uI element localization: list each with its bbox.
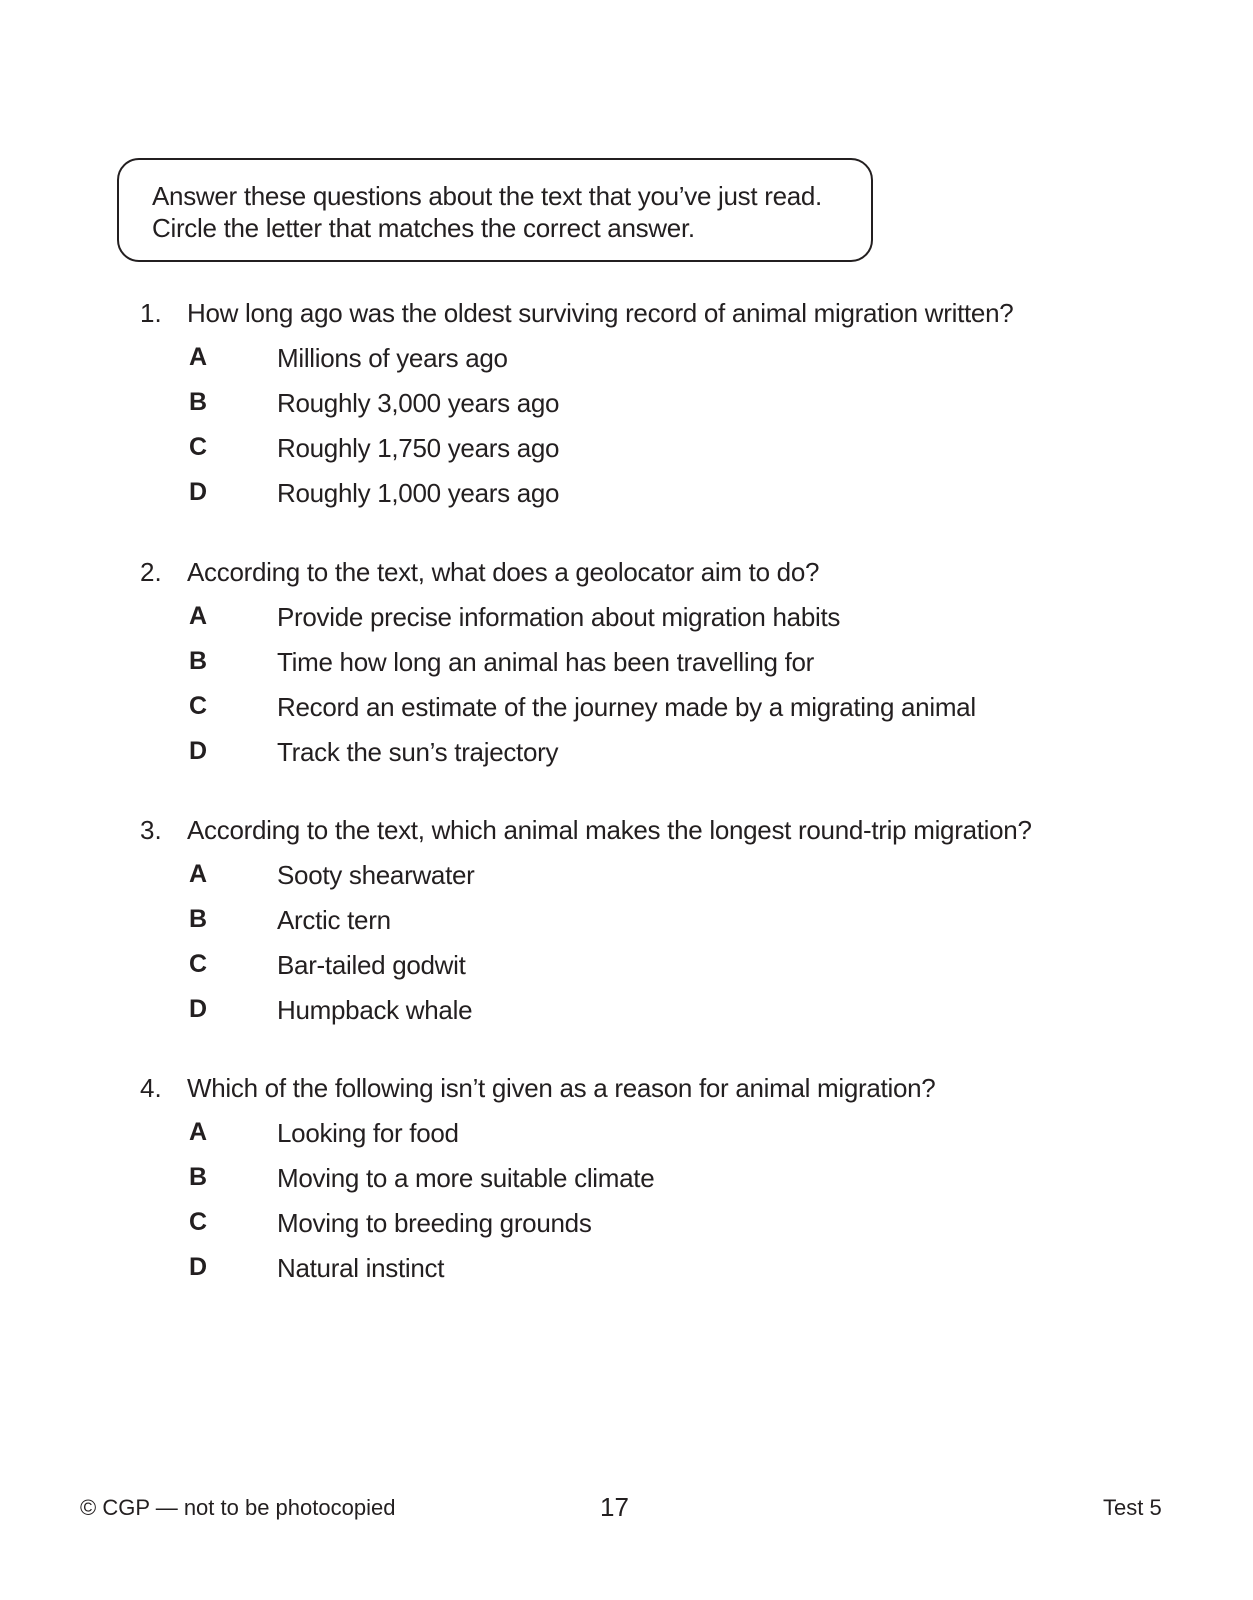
question-number: 4. bbox=[140, 1073, 162, 1103]
option-text: Record an estimate of the journey made by a migrating animal bbox=[277, 692, 976, 722]
option-letter[interactable]: B bbox=[189, 388, 208, 416]
question-number: 3. bbox=[140, 815, 162, 845]
instructions-line-2: Circle the letter that matches the correct answer. bbox=[152, 213, 695, 243]
option-letter[interactable]: D bbox=[189, 737, 208, 765]
option-letter[interactable]: A bbox=[189, 860, 208, 888]
instructions-line-1: Answer these questions about the text that you’ve just read. bbox=[152, 181, 822, 211]
footer-copyright: © CGP — not to be photocopied bbox=[80, 1495, 396, 1520]
question-text: Which of the following isn’t given as a reason for animal migration? bbox=[187, 1073, 936, 1103]
option-letter[interactable]: A bbox=[189, 1118, 208, 1146]
option-text: Bar-tailed godwit bbox=[277, 950, 466, 980]
option-text: Millions of years ago bbox=[277, 343, 508, 373]
option-letter[interactable]: A bbox=[189, 602, 208, 630]
option-text: Roughly 1,000 years ago bbox=[277, 478, 560, 508]
option-letter[interactable]: B bbox=[189, 1163, 208, 1191]
instructions-box bbox=[117, 158, 873, 262]
question-text: How long ago was the oldest surviving record of animal migration written? bbox=[187, 298, 1014, 328]
question-text: According to the text, which animal makes the longest round-trip migration? bbox=[187, 815, 1032, 845]
question-text: According to the text, what does a geolocator aim to do? bbox=[187, 557, 820, 587]
option-letter[interactable]: D bbox=[189, 1253, 208, 1281]
option-letter[interactable]: C bbox=[189, 692, 208, 720]
option-text: Humpback whale bbox=[277, 995, 473, 1025]
option-text: Time how long an animal has been travelling for bbox=[277, 647, 815, 677]
option-letter[interactable]: C bbox=[189, 950, 208, 978]
question-number: 1. bbox=[140, 298, 162, 328]
option-text: Provide precise information about migration habits bbox=[277, 602, 841, 632]
option-text: Looking for food bbox=[277, 1118, 459, 1148]
option-text: Sooty shearwater bbox=[277, 860, 475, 890]
option-letter[interactable]: B bbox=[189, 647, 208, 675]
option-text: Roughly 1,750 years ago bbox=[277, 433, 560, 463]
option-text: Arctic tern bbox=[277, 905, 391, 935]
option-letter[interactable]: A bbox=[189, 343, 208, 371]
option-letter[interactable]: C bbox=[189, 433, 208, 461]
option-text: Moving to a more suitable climate bbox=[277, 1163, 655, 1193]
option-text: Natural instinct bbox=[277, 1253, 445, 1283]
question-number: 2. bbox=[140, 557, 162, 587]
page-number: 17 bbox=[600, 1492, 629, 1522]
option-letter[interactable]: B bbox=[189, 905, 208, 933]
option-letter[interactable]: D bbox=[189, 995, 208, 1023]
option-text: Roughly 3,000 years ago bbox=[277, 388, 560, 418]
test-label: Test 5 bbox=[1103, 1495, 1162, 1520]
option-letter[interactable]: C bbox=[189, 1208, 208, 1236]
option-text: Track the sun’s trajectory bbox=[277, 737, 559, 767]
option-text: Moving to breeding grounds bbox=[277, 1208, 592, 1238]
option-letter[interactable]: D bbox=[189, 478, 208, 506]
